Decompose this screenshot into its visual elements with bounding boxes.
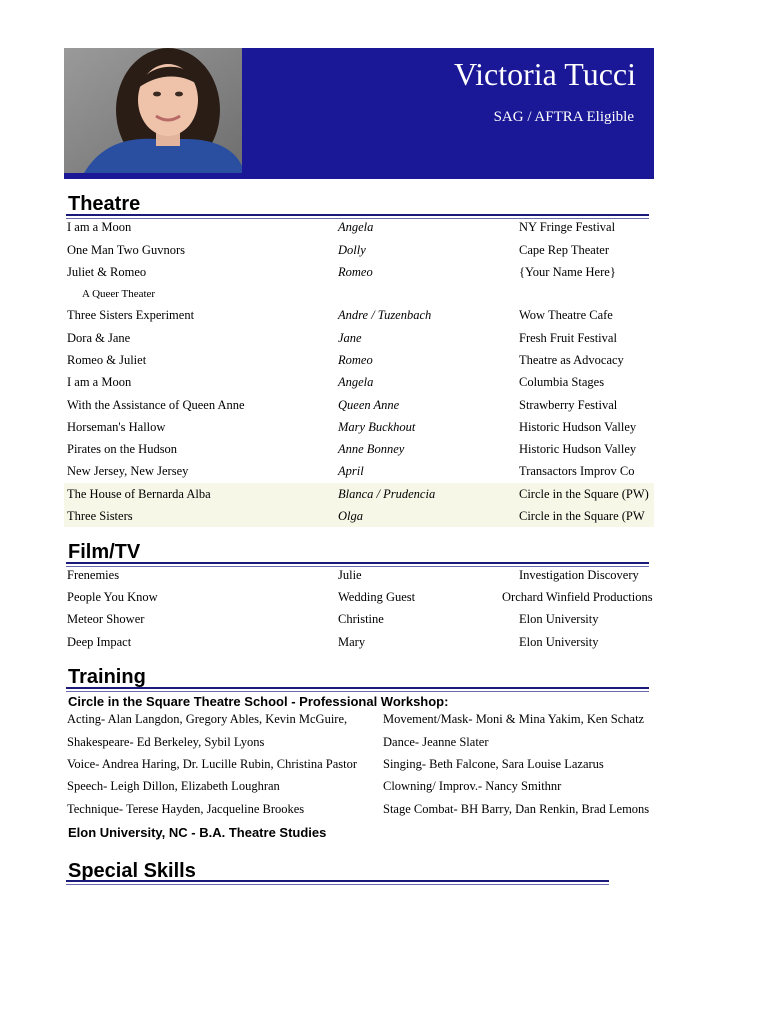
production-name: Orchard Winfield Productions	[502, 590, 653, 604]
headshot-photo	[64, 48, 242, 173]
show-title: Pirates on the Hudson	[67, 442, 178, 456]
venue-name: Circle in the Square (PW)	[519, 487, 649, 501]
show-title: I am a Moon	[67, 220, 132, 234]
show-title: Three Sisters	[67, 509, 133, 523]
show-title: Three Sisters Experiment	[67, 308, 195, 322]
role-name: Queen Anne	[338, 398, 400, 412]
training-row	[64, 731, 654, 753]
training-row	[64, 708, 654, 730]
resume-header	[64, 48, 654, 179]
theatre-credit-row	[64, 216, 654, 238]
theatre-credit-row	[64, 239, 654, 261]
show-title: One Man Two Guvnors	[67, 243, 185, 257]
training-item: Technique- Terese Hayden, Jacqueline Brookes	[67, 802, 305, 816]
training-item: Stage Combat- BH Barry, Dan Renkin, Brad Lemons	[383, 802, 650, 816]
project-title: Meteor Shower	[67, 612, 145, 626]
film-credit-row	[64, 586, 654, 608]
training-item: Dance- Jeanne Slater	[383, 735, 489, 749]
venue-name: Cape Rep Theater	[519, 243, 610, 257]
training-row	[64, 775, 654, 797]
training-degree-heading: Elon University, NC - B.A. Theatre Studies	[68, 825, 327, 840]
role-name: Jane	[338, 331, 362, 345]
project-title: Frenemies	[67, 568, 120, 582]
role-name: Julie	[338, 568, 362, 582]
show-title: The House of Bernarda Alba	[67, 487, 211, 501]
production-name: Elon University	[519, 635, 599, 649]
venue-name: Wow Theatre Cafe	[519, 308, 613, 322]
theatre-credit-row	[64, 261, 654, 283]
venue-name: Historic Hudson Valley	[519, 442, 637, 456]
venue-name: Historic Hudson Valley	[519, 420, 637, 434]
union-status: SAG / AFTRA Eligible	[493, 109, 634, 125]
venue-name: Theatre as Advocacy	[519, 353, 624, 367]
role-name: Angela	[338, 220, 374, 234]
theatre-credit-row	[64, 304, 654, 326]
role-name: Romeo	[338, 353, 373, 367]
venue-name: Fresh Fruit Festival	[519, 331, 617, 345]
training-item: Singing- Beth Falcone, Sara Louise Lazarus	[383, 757, 604, 771]
theatre-credit-row	[64, 349, 654, 371]
training-item: Voice- Andrea Haring, Dr. Lucille Rubin, Christina Pastor	[67, 757, 357, 771]
training-item: Speech- Leigh Dillon, Elizabeth Loughran	[67, 779, 280, 793]
film-credit-row	[64, 631, 654, 653]
show-title: Juliet & Romeo	[67, 265, 147, 279]
role-name: Blanca / Prudencia	[338, 487, 436, 501]
production-name: Elon University	[519, 612, 599, 626]
show-title: I am a Moon	[67, 375, 132, 389]
project-title: Deep Impact	[67, 635, 132, 649]
training-school-heading: Circle in the Square Theatre School - Professional Workshop:	[68, 694, 449, 709]
theatre-credit-row	[64, 505, 654, 527]
role-name: Mary	[338, 635, 366, 649]
training-row	[64, 798, 654, 820]
role-name: Christine	[338, 612, 384, 626]
show-title: With the Assistance of Queen Anne	[67, 398, 245, 412]
venue-name: NY Fringe Festival	[519, 220, 616, 234]
venue-name: Circle in the Square (PW	[519, 509, 645, 523]
section-divider	[66, 687, 649, 692]
company-name: A Queer Theater	[82, 288, 156, 300]
role-name: Wedding Guest	[338, 590, 416, 604]
role-name: Mary Buckhout	[338, 420, 416, 434]
section-divider	[66, 880, 609, 885]
training-item: Movement/Mask- Moni & Mina Yakim, Ken Schatz	[383, 712, 645, 726]
venue-name: Strawberry Festival	[519, 398, 618, 412]
show-title: Horseman's Hallow	[67, 420, 166, 434]
training-item: Shakespeare- Ed Berkeley, Sybil Lyons	[67, 735, 265, 749]
theatre-credit-row	[64, 416, 654, 438]
production-name: Investigation Discovery	[519, 568, 639, 582]
film-credit-row	[64, 564, 654, 586]
section-title-training: Training	[68, 666, 146, 688]
role-name: Romeo	[338, 265, 373, 279]
theatre-credit-subrow	[64, 283, 654, 305]
theatre-credit-row	[64, 327, 654, 349]
headshot-image	[64, 48, 242, 173]
venue-name: Transactors Improv Co	[519, 464, 635, 478]
theatre-credit-row	[64, 394, 654, 416]
theatre-credit-row	[64, 371, 654, 393]
training-item: Clowning/ Improv.- Nancy Smithnr	[383, 779, 562, 793]
show-title: Romeo & Juliet	[67, 353, 147, 367]
role-name: Andre / Tuzenbach	[338, 308, 432, 322]
section-title-theatre: Theatre	[68, 193, 141, 215]
role-name: Dolly	[338, 243, 366, 257]
theatre-credit-row	[64, 483, 654, 505]
theatre-credit-row	[64, 438, 654, 460]
theatre-credit-row	[64, 460, 654, 482]
training-item: Acting- Alan Langdon, Gregory Ables, Kevin McGuire,	[67, 712, 348, 726]
venue-name: Columbia Stages	[519, 375, 605, 389]
actor-name: Victoria Tucci	[453, 56, 636, 92]
venue-name: {Your Name Here}	[519, 265, 616, 279]
role-name: Olga	[338, 509, 363, 523]
role-name: Angela	[338, 375, 374, 389]
show-title: Dora & Jane	[67, 331, 131, 345]
role-name: Anne Bonney	[338, 442, 405, 456]
training-row	[64, 753, 654, 775]
film-credit-row	[64, 608, 654, 630]
show-title: New Jersey, New Jersey	[67, 464, 189, 478]
section-title-film-tv: Film/TV	[68, 541, 141, 563]
role-name: April	[338, 464, 364, 478]
section-title-special-skills: Special Skills	[68, 860, 196, 882]
project-title: People You Know	[67, 590, 158, 604]
